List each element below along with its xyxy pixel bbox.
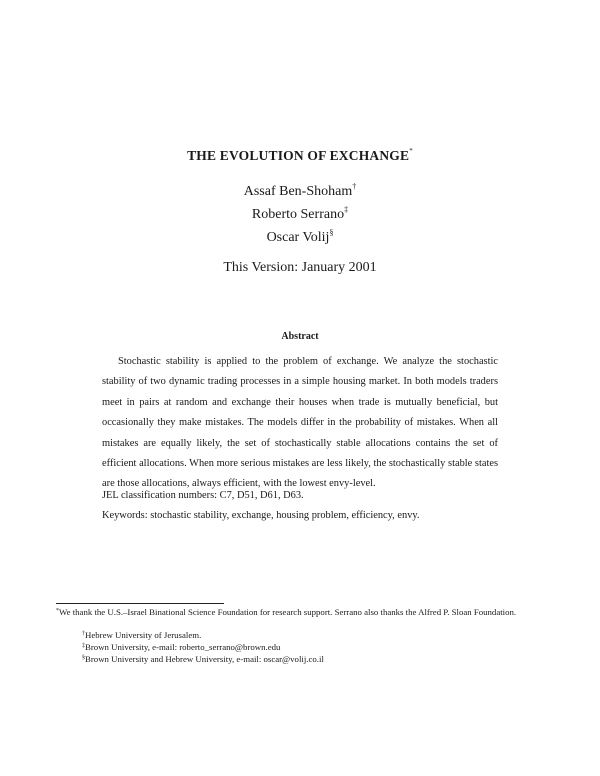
- footnote-text: Brown University, e-mail: roberto_serrano@brown.edu: [85, 642, 281, 652]
- author-1: [0, 184, 600, 200]
- footnote-mark: *: [56, 608, 59, 614]
- author-name: Assaf Ben-Shoham: [243, 184, 353, 199]
- footnote-acknowledgement: [56, 607, 536, 618]
- footnote-text: Hebrew University of Jerusalem.: [85, 630, 202, 640]
- abstract-body: [102, 352, 498, 495]
- author-2: [0, 207, 600, 223]
- footnote-mark: ‡: [82, 643, 85, 649]
- jel-classification: JEL classification numbers: C7, D51, D61, D63.: [102, 490, 304, 501]
- footnote-affiliation-3: [56, 654, 562, 665]
- title-footnote-mark: *: [409, 147, 413, 155]
- footnote-text: We thank the U.S.–Israel Binational Science Foundation for research support. Serrano also thanks the Alfred P. Sloan Foundation.: [59, 607, 517, 617]
- footnote-rule: [56, 603, 224, 604]
- version-date: This Version: January 2001: [223, 260, 377, 275]
- author-name: Oscar Volij: [266, 230, 330, 245]
- author-footnote-mark: §: [329, 228, 334, 237]
- abstract-text: Stochastic stability is applied to the problem of exchange. We analyze the stochastic stability of two dynamic trading processes in a simple housing market. In both models traders meet in pairs at random and exchange their houses when trade is mutually beneficial, but occasionally they make mistakes. The models differ in the probability of mistakes. When all mistakes are equally likely, the set of stochastically stable allocations contains the set of efficient allocations. When more serious mistakes are less likely, the stochastically stable states are those allocations, always efficient, with the lowest envy-level.: [102, 356, 498, 490]
- footnote-mark: †: [82, 631, 85, 637]
- footnote-text: Brown University and Hebrew University, e-mail: oscar@volij.co.il: [85, 654, 324, 664]
- footnote-affiliation-2: [56, 642, 562, 653]
- footnote-affiliation-1: [56, 630, 562, 641]
- abstract-heading: Abstract: [281, 331, 319, 342]
- footnote-mark: §: [82, 655, 85, 661]
- author-3: [0, 230, 600, 246]
- paper-title-text: THE EVOLUTION OF EXCHANGE: [187, 148, 410, 163]
- paper-title: [0, 148, 600, 164]
- author-footnote-mark: ‡: [344, 205, 349, 214]
- author-name: Roberto Serrano: [251, 207, 345, 222]
- keywords: Keywords: stochastic stability, exchange, housing problem, efficiency, envy.: [102, 510, 420, 521]
- author-footnote-mark: †: [352, 182, 357, 191]
